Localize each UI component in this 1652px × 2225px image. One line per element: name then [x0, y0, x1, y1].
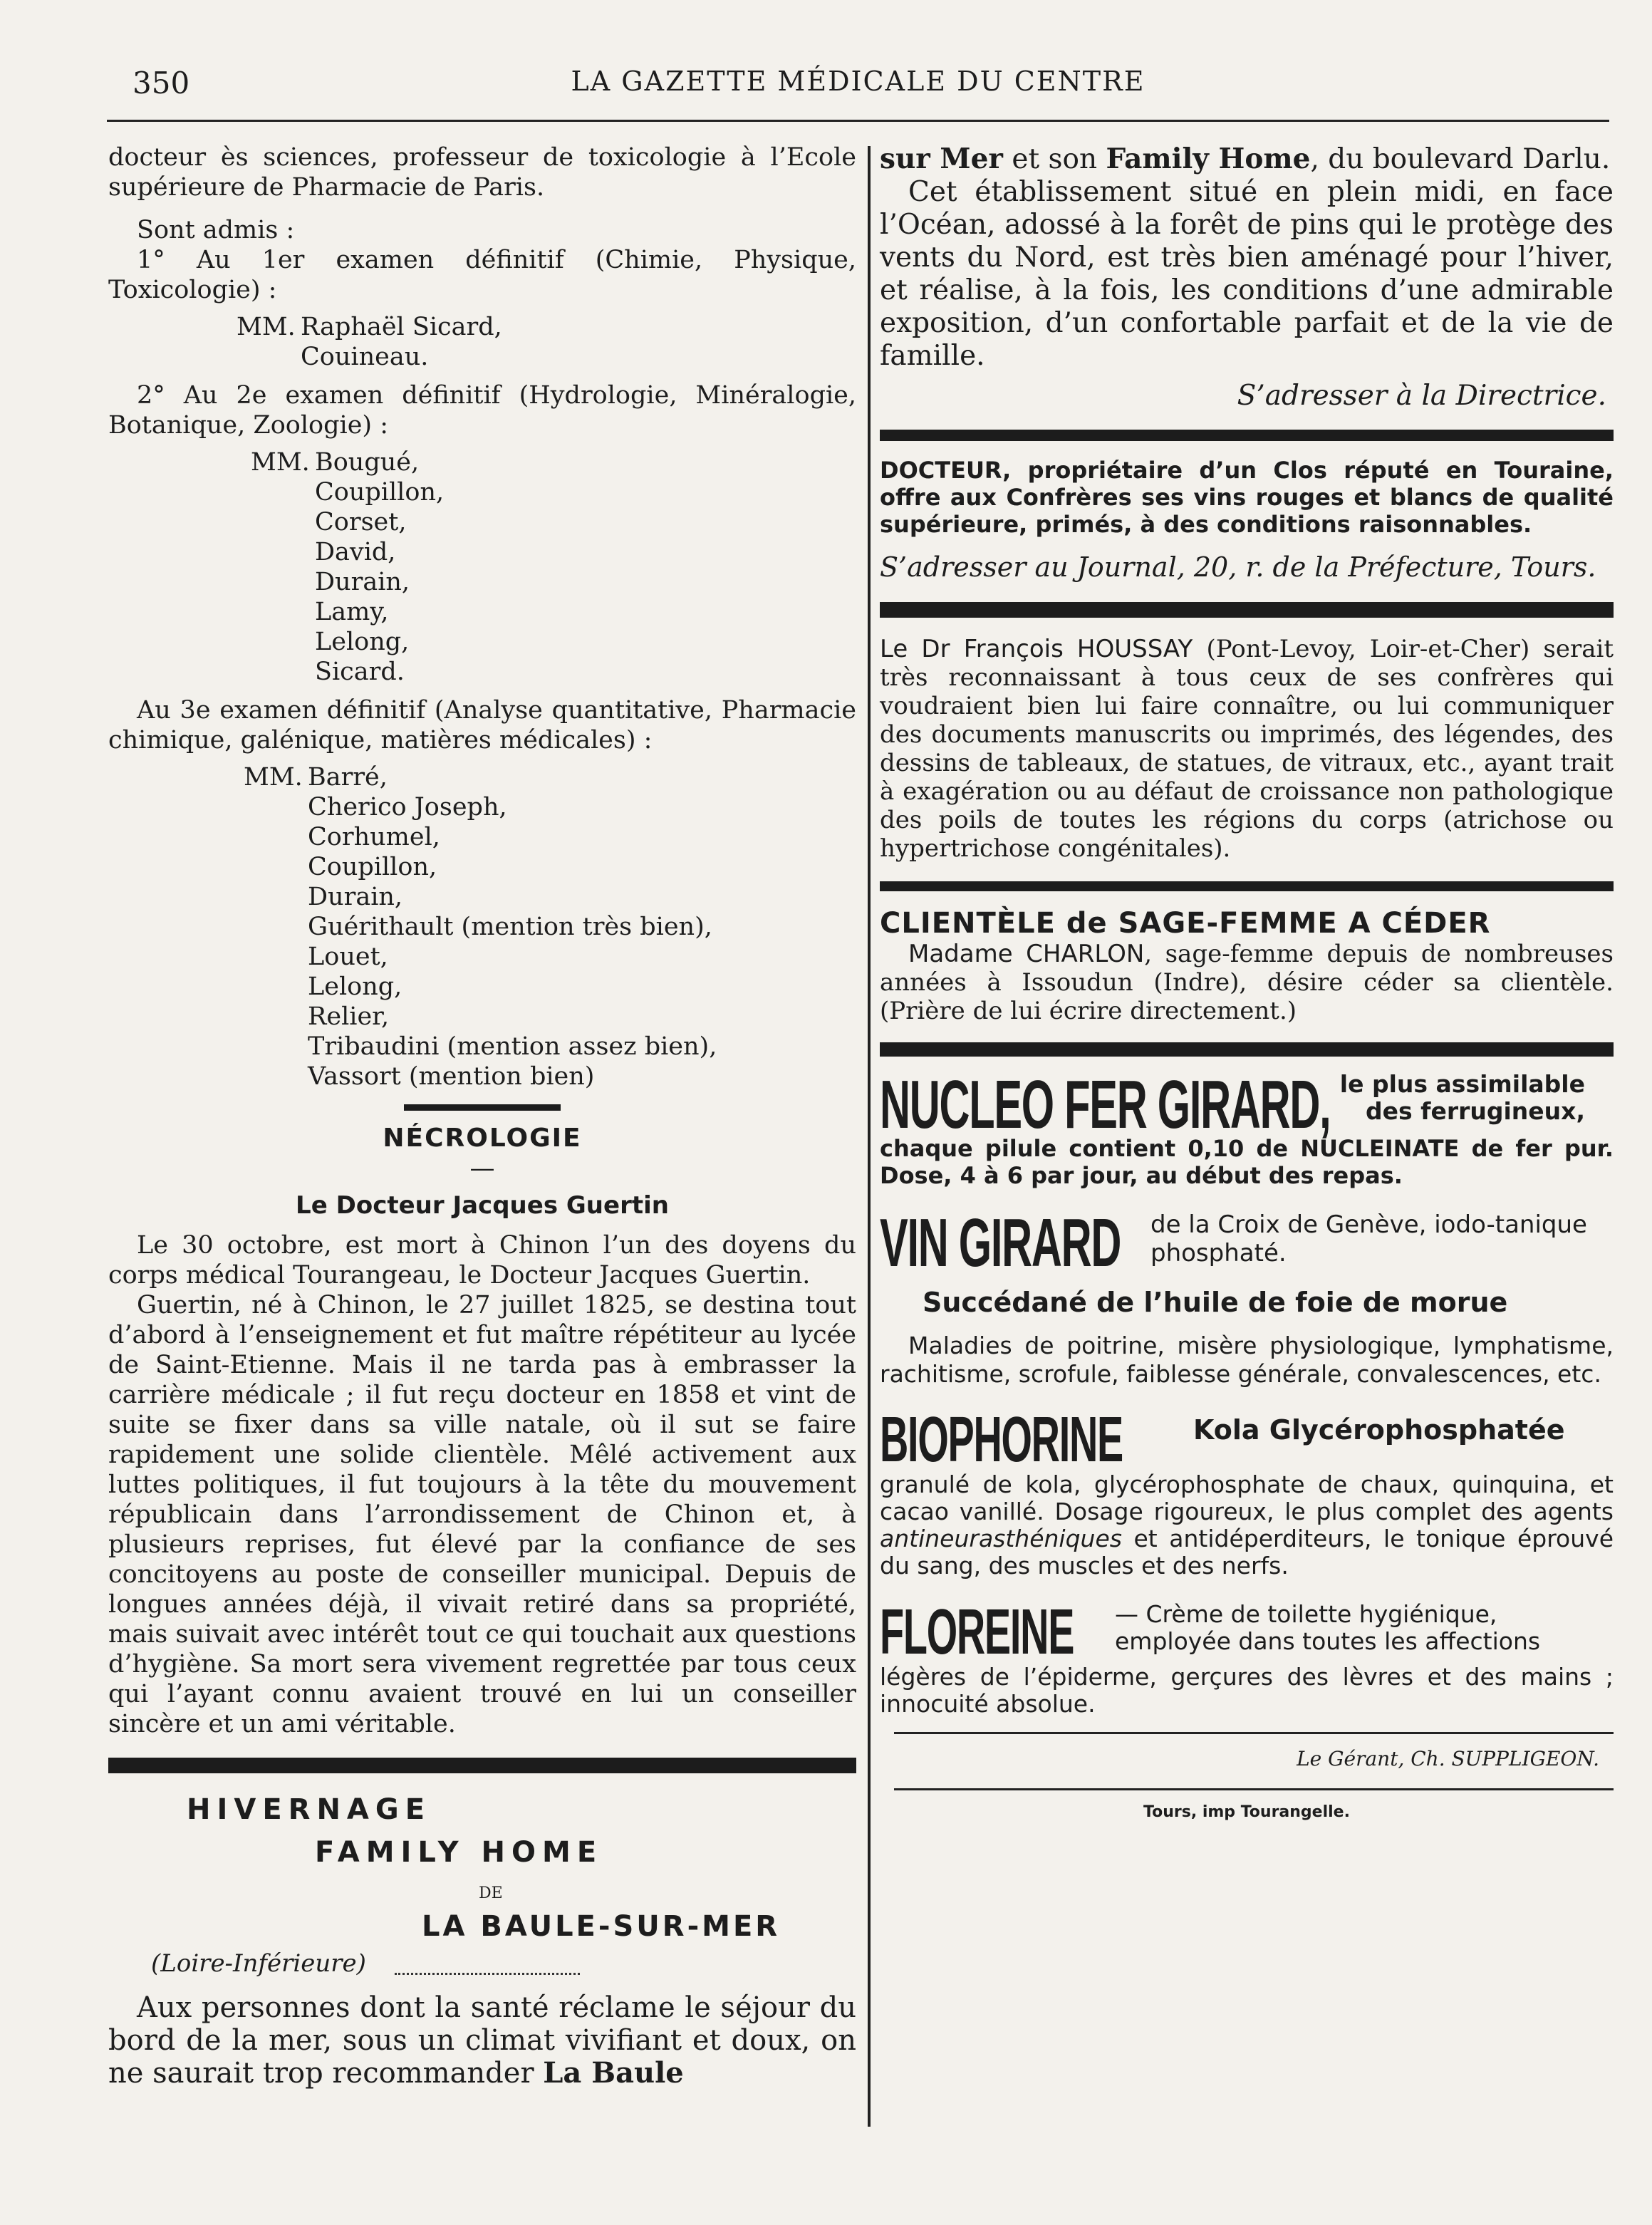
- vin-text: Maladies de poitrine, misère physiologique, lymphatisme, rachitisme, scrofule, faiblesse générale, convalescences, etc.: [880, 1332, 1614, 1388]
- candidate-name: Barré,: [308, 763, 388, 792]
- column-divider: [868, 146, 871, 2127]
- admis-label: Sont admis :: [137, 216, 295, 244]
- etablissement-paragraph: Cet établissement situé en plein midi, en face l’Océan, adossé à la forêt de pins qui le protège des vents du Nord, est très bien aménagé pour l’hiver, et réalise, à la fois, les conditions d’une admirable exposition, d’un confortable parfait et de la vie de famille.: [880, 176, 1614, 372]
- la-baule-title: LA BAULE-SUR-MER: [422, 1910, 781, 1943]
- text: et son: [1002, 143, 1106, 175]
- docteur-address: S’adresser au Journal, 20, r. de la Préfecture, Tours.: [880, 551, 1596, 583]
- section-rule: [404, 1104, 561, 1111]
- mm-label: MM.: [251, 448, 310, 477]
- necrology-dash: —: [469, 1154, 495, 1183]
- necrology-heading: NÉCROLOGIE: [383, 1124, 582, 1153]
- necrology-paragraph-1: Le 30 octobre, est mort à Chinon l’un des doyens du corps médical Tourangeau, le Docteur Jacques Guertin.: [108, 1231, 856, 1290]
- name-list: [301, 312, 502, 372]
- intro-text: docteur ès sciences, professeur de toxicologie à l’Ecole supérieure de Pharmacie de Paris.: [108, 143, 856, 202]
- section-rule-thick: [108, 1758, 856, 1773]
- candidate-name: Sicard.: [315, 658, 405, 686]
- right-column: [880, 142, 1614, 1829]
- text: , du boulevard Darlu.: [1310, 143, 1611, 175]
- docteur-ad: DOCTEUR, propriétaire d’un Clos réputé en Touraine, offre aux Confrères ses vins rouges et blancs de qualité supérieure, primés, à des conditions raisonnables.: [880, 457, 1614, 538]
- floreine-text: légères de l’épiderme, gerçures des lèvres et des mains ; innocuité absolue.: [880, 1663, 1614, 1718]
- houssay-text: (Pont-Levoy, Loir-et-Cher) serait très reconnaissant à tous ceux de ses confrères qui voudraient bien lui faire connaître, ou lui communiquer des documents manuscrits ou imprimés, des légendes, des dessins de tableaux, de statues, de vitraux, etc., ayant trait à exagération ou au défaut de croissance non pathologique des poils de toutes les régions du corps (atrichose ou hypertrichose congénitales).: [880, 635, 1614, 863]
- mm-label: MM.: [237, 313, 296, 341]
- candidate-name: Bougué,: [315, 448, 420, 477]
- candidate-name: Guérithault (mention très bien),: [308, 913, 712, 941]
- text-bold: Family Home: [1106, 142, 1311, 175]
- necrology-subtitle: Le Docteur Jacques Guertin: [296, 1191, 669, 1220]
- candidate-name: Corhumel,: [308, 823, 440, 851]
- left-column: [108, 142, 856, 2090]
- vin-ad: [880, 1205, 1614, 1281]
- exam3-names: [244, 762, 856, 1091]
- de-label: DE: [479, 1884, 503, 1902]
- ad-separator: [880, 430, 1614, 441]
- nucleo-ad: [880, 1067, 1614, 1143]
- candidate-name: Durain,: [308, 883, 403, 911]
- candidate-name: Vassort (mention bien): [308, 1062, 595, 1091]
- candidate-name: Coupillon,: [308, 853, 437, 881]
- clientele-title: CLIENTÈLE de SAGE-FEMME A CÉDER: [880, 907, 1491, 940]
- biophorine-tagline: Kola Glycérophosphatée: [1193, 1414, 1565, 1446]
- journal-title: LA GAZETTE MÉDICALE DU CENTRE: [571, 66, 1146, 97]
- candidate-name: Couineau.: [301, 343, 429, 371]
- ad-separator: [880, 1042, 1614, 1057]
- signature-rule: [894, 1732, 1614, 1734]
- mm-label: MM.: [244, 763, 303, 792]
- biophorine-brand: BIOPHORINE: [880, 1404, 1123, 1475]
- header-rule: [107, 120, 1609, 122]
- exam3-title: Au 3e examen définitif (Analyse quantitative, Pharmacie chimique, galénique, matières médicales) :: [108, 696, 856, 754]
- candidate-name: Corset,: [315, 508, 407, 536]
- exam2-title: 2° Au 2e examen définitif (Hydrologie, Minéralogie, Botanique, Zoologie) :: [108, 381, 856, 440]
- houssay-name: Le Dr François HOUSSAY: [880, 635, 1193, 663]
- floreine-tagline: — Crème de toilette hygiénique, employée dans toutes les affections: [1115, 1600, 1541, 1655]
- hivernage-paragraph: [108, 1991, 856, 2090]
- hivernage-text: Aux personnes dont la santé réclame le séjour du bord de la mer, sous un climat vivifiant et doux, on ne saurait trop recommander: [108, 1991, 856, 2090]
- ad-separator: [880, 881, 1614, 891]
- ad-separator: [880, 602, 1614, 618]
- candidate-name: Lelong,: [308, 973, 402, 1001]
- candidate-name: Tribaudini (mention assez bien),: [308, 1032, 717, 1061]
- imprint-rule: [894, 1788, 1614, 1790]
- loire-inferieure: (Loire-Inférieure): [151, 1949, 366, 1978]
- directrice-line: S’adresser à la Directrice.: [1237, 380, 1606, 412]
- text-italic: antineurasthéniques: [880, 1525, 1122, 1552]
- candidate-name: Lelong,: [315, 628, 410, 656]
- nucleo-tagline: le plus assimilable des ferrugineux,: [1339, 1070, 1585, 1125]
- vin-subtitle: Succédané de l’huile de foie de morue: [923, 1287, 1508, 1318]
- text: granulé de kola, glycérophosphate de chaux, quinquina, et cacao vanillé. Dosage rigoureux, le plus complet des agents: [880, 1471, 1614, 1525]
- family-home-title: FAMILY HOME: [315, 1836, 603, 1869]
- candidate-name: Raphaël Sicard,: [301, 313, 502, 341]
- clientele-ad: [880, 940, 1614, 1025]
- vin-brand: VIN GIRARD: [880, 1205, 1121, 1281]
- charlon-name: Madame CHARLON: [908, 940, 1145, 968]
- candidate-name: Relier,: [308, 1002, 390, 1031]
- candidate-name: Cherico Joseph,: [308, 793, 507, 821]
- gerant-line: Le Gérant, Ch. SUPPLIGEON.: [1297, 1747, 1599, 1770]
- exam2-names: [251, 447, 856, 687]
- la-baule-name: La Baule: [543, 2056, 684, 2090]
- page-header: [107, 66, 1609, 108]
- biophorine-ad: [880, 1404, 1614, 1475]
- name-list: [315, 447, 444, 687]
- nucleo-brand: NUCLEO FER GIRARD,: [880, 1067, 1331, 1143]
- text-bold: sur Mer: [880, 142, 1003, 175]
- candidate-name: Louet,: [308, 943, 388, 971]
- candidate-name: Coupillon,: [315, 478, 445, 507]
- houssay-ad: [880, 635, 1614, 863]
- biophorine-text: [880, 1471, 1614, 1580]
- name-list: [308, 762, 717, 1091]
- exam1-title: 1° Au 1er examen définitif (Chimie, Physique, Toxicologie) :: [108, 246, 856, 304]
- family-home-continued: [880, 142, 1614, 176]
- candidate-name: David,: [315, 538, 396, 566]
- hivernage-title: HIVERNAGE: [187, 1793, 432, 1826]
- candidate-name: Lamy,: [315, 598, 389, 626]
- page-number: 350: [133, 66, 190, 100]
- floreine-ad: [880, 1597, 1614, 1668]
- text: et antidéperditeurs, le tonique éprouvé du sang, des muscles et des nerfs.: [880, 1525, 1614, 1580]
- nucleo-text: chaque pilule contient 0,10 de NUCLEINATE de fer pur. Dose, 4 à 6 par jour, au début des repas.: [880, 1135, 1614, 1189]
- ornament-rule: [395, 1973, 580, 1975]
- imprint-line: Tours, imp Tourangelle.: [1143, 1803, 1350, 1821]
- floreine-brand: FLOREINE: [880, 1597, 1074, 1668]
- vin-tagline: de la Croix de Genève, iodo-tanique phosphaté.: [1150, 1210, 1587, 1267]
- necrology-paragraph-2: Guertin, né à Chinon, le 27 juillet 1825, se destina tout d’abord à l’enseignement et fut maître répétiteur au lycée de Saint-Etienne. Mais il ne tarda pas à embrasser la carrière médicale ; il fut reçu docteur en 1858 et vint de suite se fixer dans sa ville natale, où il sut se faire rapidement une solide clientèle. Mêlé activement aux luttes politiques, il fut toujours à la tête du mouvement républicain dans l’arrondissement de Chinon et, à plusieurs reprises, fut élevé par la confiance de ses concitoyens au poste de conseiller municipal. Depuis de longues années déjà, il vivait retiré dans sa propriété, mais suivait avec intérêt tout ce qui touchait aux questions d’hygiène. Sa mort sera vivement regrettée par tous ceux qui l’ayant connu avaient trouvé en lui un conseiller sincère et un ami véritable.: [108, 1291, 856, 1738]
- exam1-names: [237, 312, 856, 372]
- clientele-text: , sage-femme depuis de nombreuses années à Issoudun (Indre), désire céder sa clientèle. (Prière de lui écrire directement.): [880, 940, 1614, 1025]
- candidate-name: Durain,: [315, 568, 410, 596]
